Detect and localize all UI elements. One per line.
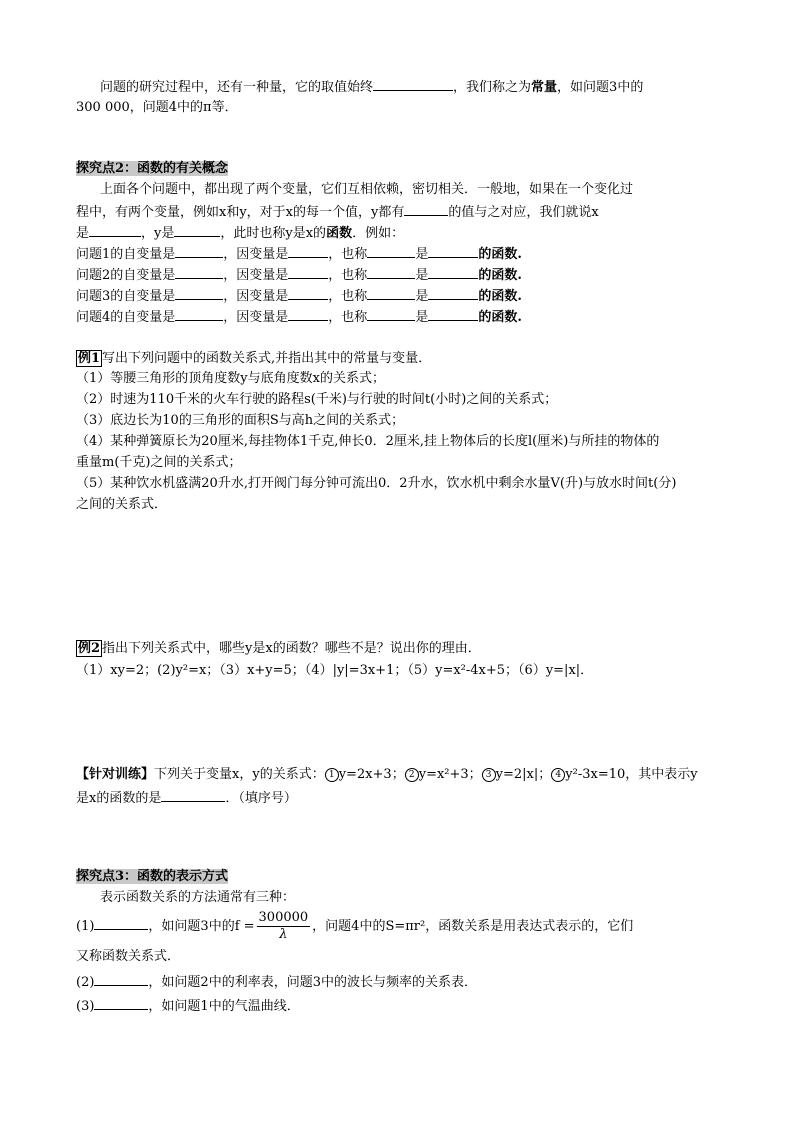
- row-text: 问题3的自变量是: [76, 289, 176, 304]
- constant-term: 常量: [531, 80, 558, 95]
- blank-field[interactable]: [428, 307, 478, 321]
- section2-heading: [76, 160, 228, 178]
- blank-field[interactable]: [288, 244, 328, 258]
- example-label: 例2: [78, 641, 101, 656]
- row-text: ，也称: [328, 289, 368, 304]
- item-text: （2）时速为110千米的火车行驶的路程s(千米)与行驶的时间t(小时)之间的关系式；: [76, 392, 558, 407]
- row-text: ，因变量是: [223, 310, 289, 325]
- row-text: ，问题4中的S=πr²，函数关系是用表达式表示的，它们: [312, 919, 634, 934]
- row-text: 是: [415, 247, 429, 262]
- constant-paragraph-line1: [100, 77, 643, 97]
- row-text: 是: [415, 310, 429, 325]
- circled-number: 2: [405, 768, 419, 782]
- blank-field[interactable]: [367, 244, 415, 258]
- section2-line3: [76, 223, 404, 243]
- example2-title: [76, 640, 481, 658]
- row-text: 是: [415, 289, 429, 304]
- question-row: [76, 286, 522, 306]
- blank-field[interactable]: [373, 77, 453, 91]
- row-text: ，也称: [328, 310, 368, 325]
- item-text: 重量m(千克)之间的关系式；: [76, 455, 242, 470]
- paragraph-text: ，此时也称y是x的: [220, 226, 327, 241]
- section-heading: 探究点2：函数的有关概念: [76, 161, 229, 176]
- blank-field[interactable]: [367, 286, 415, 300]
- section3-row2: [76, 972, 477, 992]
- paragraph-text: 的值与之对应，我们就说x: [448, 205, 599, 220]
- constant-text: ，如问题3中的: [557, 80, 644, 95]
- blank-field[interactable]: [174, 223, 220, 237]
- constant-text: 问题的研究过程中，还有一种量，它的取值始终: [100, 80, 374, 95]
- question-row: [76, 244, 522, 264]
- paragraph-text: 程中，有两个变量，例如x和y，对于x的每一个值，y都有: [76, 205, 405, 220]
- practice-text: y²-3x=10，其中表示y: [565, 767, 698, 782]
- practice-text: y=2x+3；: [338, 767, 405, 782]
- section2-line2: [76, 202, 599, 222]
- row-text: (3): [76, 999, 95, 1014]
- blank-field[interactable]: [288, 286, 328, 300]
- blank-field[interactable]: [175, 307, 223, 321]
- blank-field[interactable]: [94, 972, 148, 986]
- fraction-denominator: λ: [279, 927, 288, 942]
- fraction-numerator: 300000: [258, 910, 309, 925]
- item-text: （1）xy=2；(2)y²=x；（3）x+y=5；（4）|y|=3x+1；（5）y=x²-4x+5；（6）y=|x|．: [76, 663, 594, 678]
- blank-field[interactable]: [89, 223, 141, 237]
- row-text: ，因变量是: [223, 268, 289, 283]
- row-text: 的函数.: [478, 247, 522, 262]
- example-title: 写出下列问题中的函数关系式,并指出其中的常量与变量．: [102, 351, 432, 366]
- row-text: 又称函数关系式．: [76, 949, 181, 964]
- example1-title: [76, 350, 431, 368]
- practice-text: 下列关于变量x，y的关系式：: [154, 767, 325, 782]
- paragraph-text: ，y是: [141, 226, 175, 241]
- section3-row1: [76, 910, 633, 944]
- blank-field[interactable]: [288, 265, 328, 279]
- section3-row3: [76, 996, 300, 1016]
- circled-number: 3: [482, 768, 496, 782]
- row-text: 的函数.: [478, 310, 522, 325]
- blank-field[interactable]: [161, 788, 225, 802]
- blank-field[interactable]: [175, 286, 223, 300]
- constant-text: 300 000，问题4中的π等．: [76, 100, 238, 115]
- section3-row1b: [76, 948, 180, 966]
- blank-field[interactable]: [367, 265, 415, 279]
- example1-item: [76, 475, 676, 493]
- row-text: 的函数.: [478, 289, 522, 304]
- paragraph-text: ．例如：: [352, 226, 405, 241]
- item-text: （4）某种弹簧原长为20厘米,每挂物体1千克,伸长0．2厘米,挂上物体后的长度l(厘米)与所挂的物体的: [76, 434, 660, 449]
- blank-field[interactable]: [428, 265, 478, 279]
- section-heading: 探究点3：函数的表示方式: [76, 869, 229, 884]
- fraction: [257, 910, 311, 943]
- example1-item: [76, 496, 167, 514]
- circled-number: 4: [551, 768, 565, 782]
- constant-text: ，我们称之为: [453, 80, 532, 95]
- example1-item: [76, 370, 385, 388]
- row-text: 问题4的自变量是: [76, 310, 176, 325]
- practice-line2: [76, 788, 297, 808]
- practice-line1: [76, 766, 698, 784]
- row-text: (1): [76, 919, 95, 934]
- section2-line1: [100, 181, 633, 199]
- item-text: （1）等腰三角形的顶角度数y与底角度数x的关系式；: [76, 371, 385, 386]
- practice-text: ．（填序号）: [225, 791, 297, 806]
- row-text: ，也称: [328, 247, 368, 262]
- item-text: 之间的关系式．: [76, 497, 168, 512]
- blank-field[interactable]: [288, 307, 328, 321]
- row-text: ，也称: [328, 268, 368, 283]
- example-label: 例1: [78, 351, 101, 366]
- section3-intro: [100, 889, 295, 907]
- constant-paragraph-line2: [76, 99, 238, 117]
- circled-number: 1: [325, 768, 339, 782]
- row-text: 是: [415, 268, 429, 283]
- practice-text: 是x的函数的是: [76, 791, 162, 806]
- question-row: [76, 307, 522, 327]
- question-row: [76, 265, 522, 285]
- blank-field[interactable]: [94, 916, 148, 930]
- blank-field[interactable]: [367, 307, 415, 321]
- item-text: （3）底边长为10的三角形的面积S与高h之间的关系式；: [76, 413, 405, 428]
- example-title: 指出下列关系式中，哪些y是x的函数？哪些不是？说出你的理由．: [102, 641, 481, 656]
- row-text: 的函数.: [478, 268, 522, 283]
- blank-field[interactable]: [428, 244, 478, 258]
- practice-text: y=2|x|；: [495, 767, 552, 782]
- row-text: ，如问题2中的利率表，问题3中的波长与频率的关系表．: [148, 975, 477, 990]
- example2-items: [76, 662, 593, 680]
- blank-field[interactable]: [428, 286, 478, 300]
- example1-item: [76, 454, 241, 472]
- blank-field[interactable]: [175, 244, 223, 258]
- example1-item: [76, 433, 659, 451]
- section3-heading: [76, 868, 228, 886]
- blank-field[interactable]: [94, 996, 148, 1010]
- item-text: （5）某种饮水机盛满20升水,打开阀门每分钟可流出0．2升水，饮水机中剩余水量V(升)与放水时间t(分): [76, 476, 677, 491]
- example1-item: [76, 391, 557, 409]
- function-term: 函数: [326, 226, 353, 241]
- row-text: ，因变量是: [223, 247, 289, 262]
- row-text: ，如问题3中的f =: [148, 919, 255, 934]
- row-text: (2): [76, 975, 95, 990]
- paragraph-text: 表示函数关系的方法通常有三种：: [100, 890, 296, 905]
- blank-field[interactable]: [404, 202, 448, 216]
- paragraph-text: 是: [76, 226, 90, 241]
- row-text: ，因变量是: [223, 289, 289, 304]
- paragraph-text: 上面各个问题中，都出现了两个变量，它们互相依赖，密切相关．一般地，如果在一个变化过: [100, 182, 634, 197]
- example1-item: [76, 412, 404, 430]
- practice-text: y=x²+3；: [418, 767, 482, 782]
- row-text: ，如问题1中的气温曲线．: [148, 999, 300, 1014]
- row-text: 问题1的自变量是: [76, 247, 176, 262]
- row-text: 问题2的自变量是: [76, 268, 176, 283]
- blank-field[interactable]: [175, 265, 223, 279]
- practice-label: 【针对训练】: [76, 767, 155, 782]
